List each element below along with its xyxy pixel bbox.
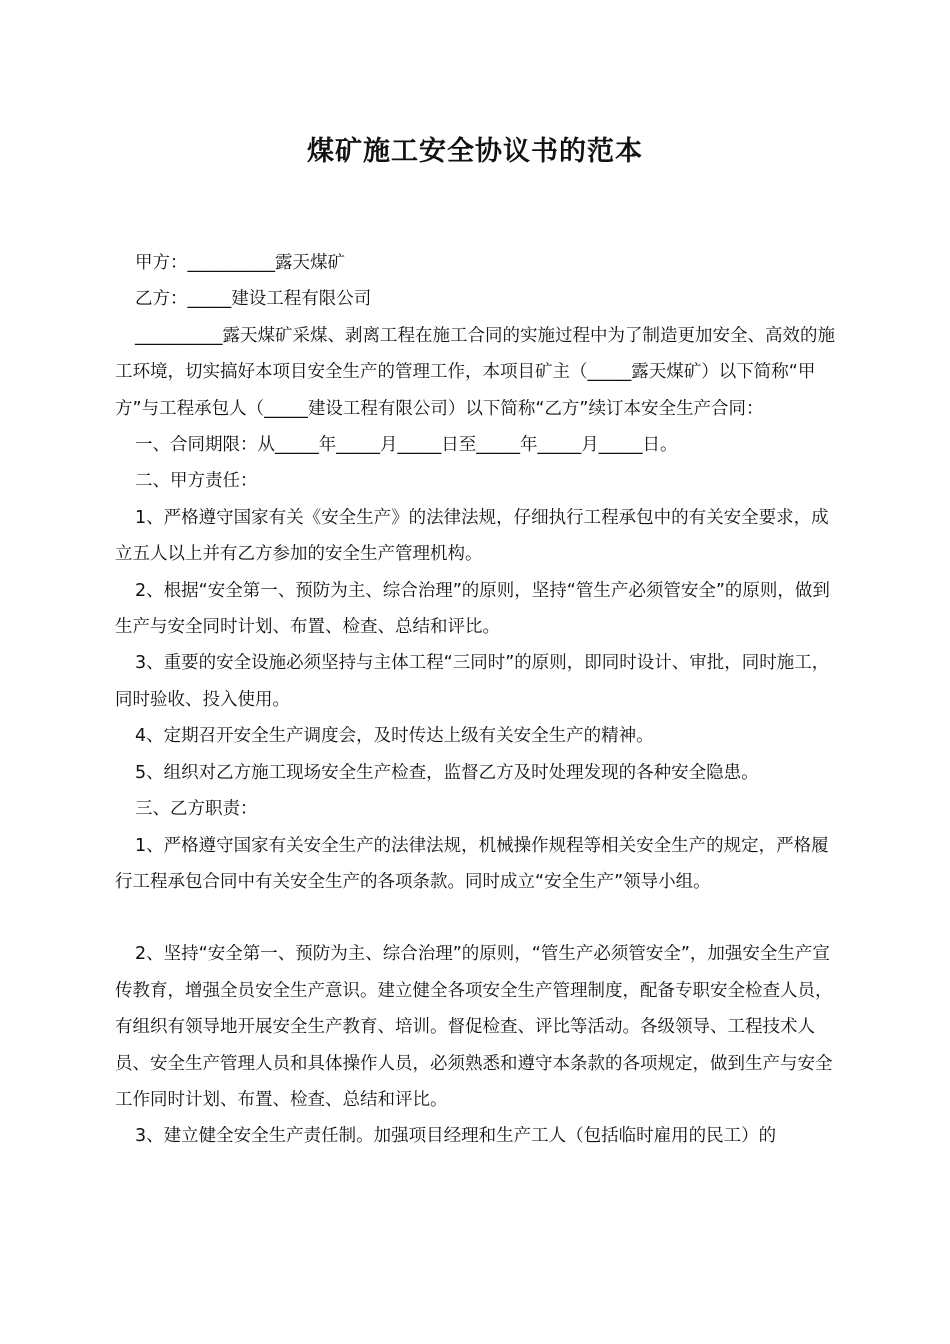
section-a-item: 5、组织对乙方施工现场安全生产检查，监督乙方及时处理发现的各种安全隐患。 [135,762,759,783]
party-b-line: 乙方：_____建设工程有限公司 [135,289,372,310]
section-b-item: 3、建立健全安全生产责任制。加强项目经理和生产工人（包括临时雇用的民工）的 [135,1126,777,1147]
section-b-item: 1、严格遵守国家有关安全生产的法律法规，机械操作规程等相关安全生产的规定，严格履行工程承包合同中有关安全生产的各项条款。同时成立“安全生产”领导小组。 [115,835,829,892]
section-b-item: 2、坚持“安全第一、预防为主、综合治理”的原则，“管生产必须管安全”，加强安全生产宣传教育，增强全员安全生产意识。建立健全各项安全生产管理制度，配备专职安全检查人员，有组织有领导地开展安全生产教育、培训。督促检查、评比等活动。各级领导、工程技术人员、安全生产管理人员和具体操作人员，必须熟悉和遵守本条款的各项规定，做到生产与安全工作同时计划、布置、检查、总结和评比。 [115,944,833,1110]
section-a-item: 3、重要的安全设施必须坚持与主体工程“三同时”的原则，即同时设计、审批，同时施工，同时验收、投入使用。 [115,653,830,710]
contract-term-line: 一、合同期限：从_____年_____月_____日至_____年_____月_____日。 [135,435,678,456]
party-a-line: 甲方：__________露天煤矿 [135,253,345,273]
section-a-item: 2、根据“安全第一、预防为主、综合治理”的原则，坚持“管生产必须管安全”的原则，做到生产与安全同时计划、布置、检查、总结和评比。 [115,580,830,638]
section-a-heading: 二、甲方责任： [135,471,258,492]
intro-paragraph: __________露天煤矿采煤、剥离工程在施工合同的实施过程中为了制造更加安全、高效的施工环境，切实搞好本项目安全生产的管理工作，本项目矿主（_____露天煤矿）以下简称“甲方”与工程承包人（_____建设工程有限公司）以下简称“乙方”续订本安全生产合同： [115,325,835,419]
document-title: 煤矿施工安全协议书的范本 [307,136,643,167]
section-a-item: 4、定期召开安全生产调度会，及时传达上级有关安全生产的精神。 [135,726,654,747]
section-b-heading: 三、乙方职责： [135,799,258,820]
section-a-item: 1、严格遵守国家有关《安全生产》的法律法规，仔细执行工程承包中的有关安全要求，成立五人以上并有乙方参加的安全生产管理机构。 [115,507,829,565]
document-body [115,245,840,1155]
